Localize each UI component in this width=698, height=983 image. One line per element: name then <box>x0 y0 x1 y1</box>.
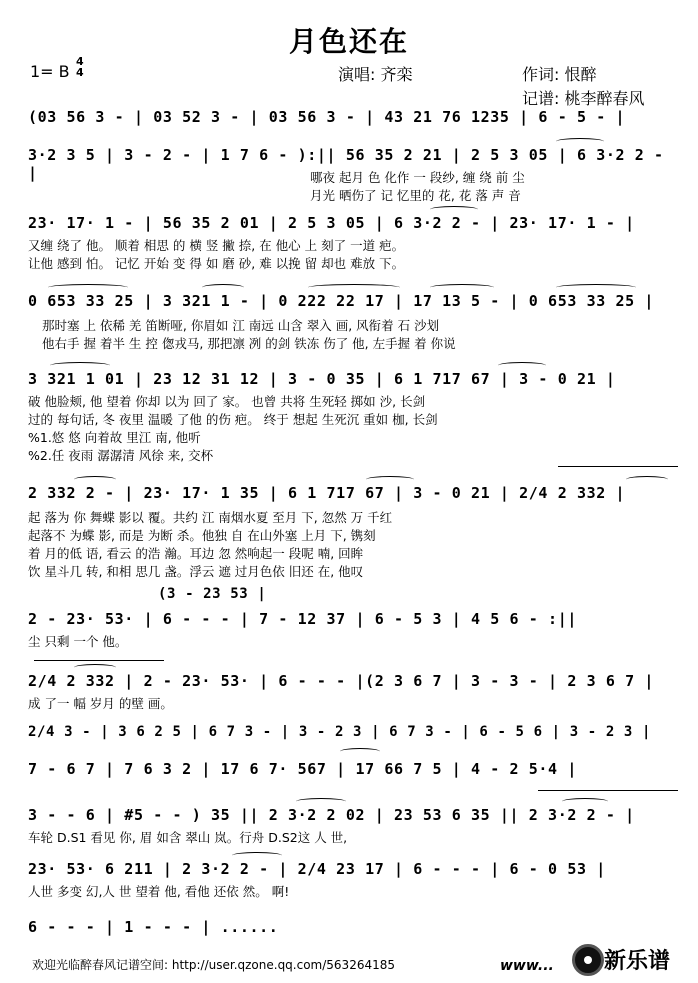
lyric-line-2: 让他 感到 怕。 记忆 开始 变 得 如 磨 砂, 难 以挽 留 却也 难放 下。 <box>28 256 405 271</box>
tie-mark <box>556 138 604 145</box>
singer: 演唱: 齐栾 <box>338 65 413 84</box>
lyric-line-1: 成 了一 幅 岁月 的壁 画。 <box>28 696 173 711</box>
lyric-line-4: %2.任 夜雨 潺潺清 风徐 来, 交杯 <box>28 448 214 463</box>
tie-mark <box>430 206 478 213</box>
footer-link-text: 欢迎光临醉春风记谱空间: http://user.qzone.qq.com/563264185 <box>32 958 396 972</box>
tie-mark <box>48 284 128 291</box>
lyric-line-1: 哪夜 起月 色 化作 一 段纱, 缠 绕 前 尘 <box>310 170 525 185</box>
lyric-line-3: %1.悠 悠 向着故 里江 南, 他听 <box>28 430 201 445</box>
tie-mark <box>626 476 668 483</box>
lyric-line-1: 又缠 绕了 他。 顺着 相思 的 横 竖 撇 捺, 在 他心 上 刻了 一道 疤。 <box>28 238 405 253</box>
lyricist: 作词: 恨醉 <box>522 65 597 84</box>
site-logo-text: 新乐谱 <box>604 949 671 974</box>
page-title: 月色还在 <box>288 25 409 58</box>
lyric-line-1: 尘 只剩 一个 他。 <box>28 634 128 649</box>
volta-bracket-3 <box>538 790 678 791</box>
row-notes: 23· 53· 6 211 | 2 3·2 2 - | 2/4 23 17 | 6 - - - | 6 - 0 53 | <box>28 860 606 878</box>
lyric-line-2: 过的 每句话, 冬 夜里 温暖 了他 的伤 疤。 终于 想起 生死沉 重如 枷, 长剑 <box>28 412 438 427</box>
volta-bracket-2 <box>34 660 164 661</box>
row-notes: 3 - - 6 | #5 - - ) 35 || 2 3·2 2 02 | 23 53 6 35 || 2 3·2 2 - | <box>28 806 635 824</box>
lyric-line-1: 那时塞 上 依稀 羌 笛断哑, 你眉如 江 南远 山含 翠入 画, 风衔着 石 沙划 <box>42 318 440 333</box>
meter-top: 4 <box>76 55 84 68</box>
tie-mark <box>74 476 116 483</box>
lyric-line-4: 饮 星斗几 转, 和相 思几 盏。浮云 遮 过月色依 旧还 在, 他叹 <box>28 564 364 579</box>
row-notes: 6 - - - | 1 - - - | ...... <box>28 918 279 936</box>
transcriber: 记谱: 桃李醉春风 <box>522 89 645 108</box>
row-notes: 0 653 33 25 | 3 321 1 - | 0 222 22 17 | 17 13 5 - | 0 653 33 25 | <box>28 292 654 310</box>
row-notes-above: (3 - 23 53 | <box>158 586 267 602</box>
tie-mark <box>556 284 636 291</box>
lyric-line-1: 破 他脸颊, 他 望着 你却 以为 回了 家。 也曾 共将 生死轻 掷如 沙, 长剑 <box>28 394 426 409</box>
row-notes: 7 - 6 7 | 7 6 3 2 | 17 6 7· 567 | 17 66 7 5 | 4 - 2 5·4 | <box>28 760 577 778</box>
lyric-line-1: 人世 多变 幻,人 世 望着 他, 看他 还依 然。 啊! <box>28 884 290 899</box>
tie-mark <box>366 476 414 483</box>
row-notes: 2/4 2 332 | 2 - 23· 53· | 6 - - - |(2 3 6 7 | 3 - 3 - | 2 3 6 7 | <box>28 672 654 690</box>
meter-bottom: 4 <box>76 66 84 79</box>
key-signature: 1= B <box>30 62 70 81</box>
lyric-line-1: 起 落为 你 舞蝶 影以 覆。共约 江 南烟水夏 至月 下, 忽然 万 千红 <box>28 510 393 525</box>
watermark-www: www... <box>500 958 554 974</box>
lyric-line-2: 他右手 握 着半 生 控 偬戎马, 那把凛 冽 的剑 铁冻 伤了 他, 左手握 着 你说 <box>42 336 456 351</box>
tie-mark <box>562 798 608 805</box>
row-notes: 2 332 2 - | 23· 17· 1 35 | 6 1 717 67 | 3 - 0 21 | 2/4 2 332 | <box>28 484 626 502</box>
tie-mark <box>308 284 400 291</box>
tie-mark <box>74 664 116 671</box>
row-notes: (03 56 3 - | 03 52 3 - | 03 56 3 - | 43 21 76 1235 | 6 - 5 - | <box>28 108 626 126</box>
row-notes: 3·2 3 5 | 3 - 2 - | 1 7 6 - ):|| 56 35 2 21 | 2 5 3 05 | 6 3·2 2 - | <box>28 146 664 182</box>
row-notes: 2 - 23· 53· | 6 - - - | 7 - 12 37 | 6 - 5 3 | 4 5 6 - :|| <box>28 610 577 628</box>
lyric-line-1: 车轮 D.S1 看见 你, 眉 如含 翠山 岚。行舟 D.S2这 人 世, <box>28 830 348 845</box>
tie-mark <box>430 284 494 291</box>
tie-mark <box>296 798 346 805</box>
time-signature <box>76 56 84 78</box>
tie-mark <box>498 362 546 369</box>
row-notes: 23· 17· 1 - | 56 35 2 01 | 2 5 3 05 | 6 3·2 2 - | 23· 17· 1 - | <box>28 214 635 232</box>
tie-mark <box>340 748 380 755</box>
row-notes: 2/4 3 - | 3 6 2 5 | 6 7 3 - | 3 - 2 3 | 6 7 3 - | 6 - 5 6 | 3 - 2 3 | <box>28 724 651 740</box>
lyric-line-2: 月光 晒伤了 记 忆里的 花, 花 落 声 音 <box>310 188 521 203</box>
disc-logo-icon <box>572 944 604 976</box>
lyric-line-2: 起落不 为蝶 影, 而是 为断 杀。他独 自 在山外塞 上月 下, 镌刻 <box>28 528 376 543</box>
tie-mark <box>50 362 110 369</box>
lyric-line-3: 着 月的低 语, 看云 的浩 瀚。耳边 忽 然响起一 段呢 喃, 回眸 <box>28 546 364 561</box>
row-notes: 3 321 1 01 | 23 12 31 12 | 3 - 0 35 | 6 1 717 67 | 3 - 0 21 | <box>28 370 616 388</box>
volta-bracket-1 <box>558 466 678 467</box>
tie-mark <box>232 852 282 859</box>
tie-mark <box>202 284 244 291</box>
